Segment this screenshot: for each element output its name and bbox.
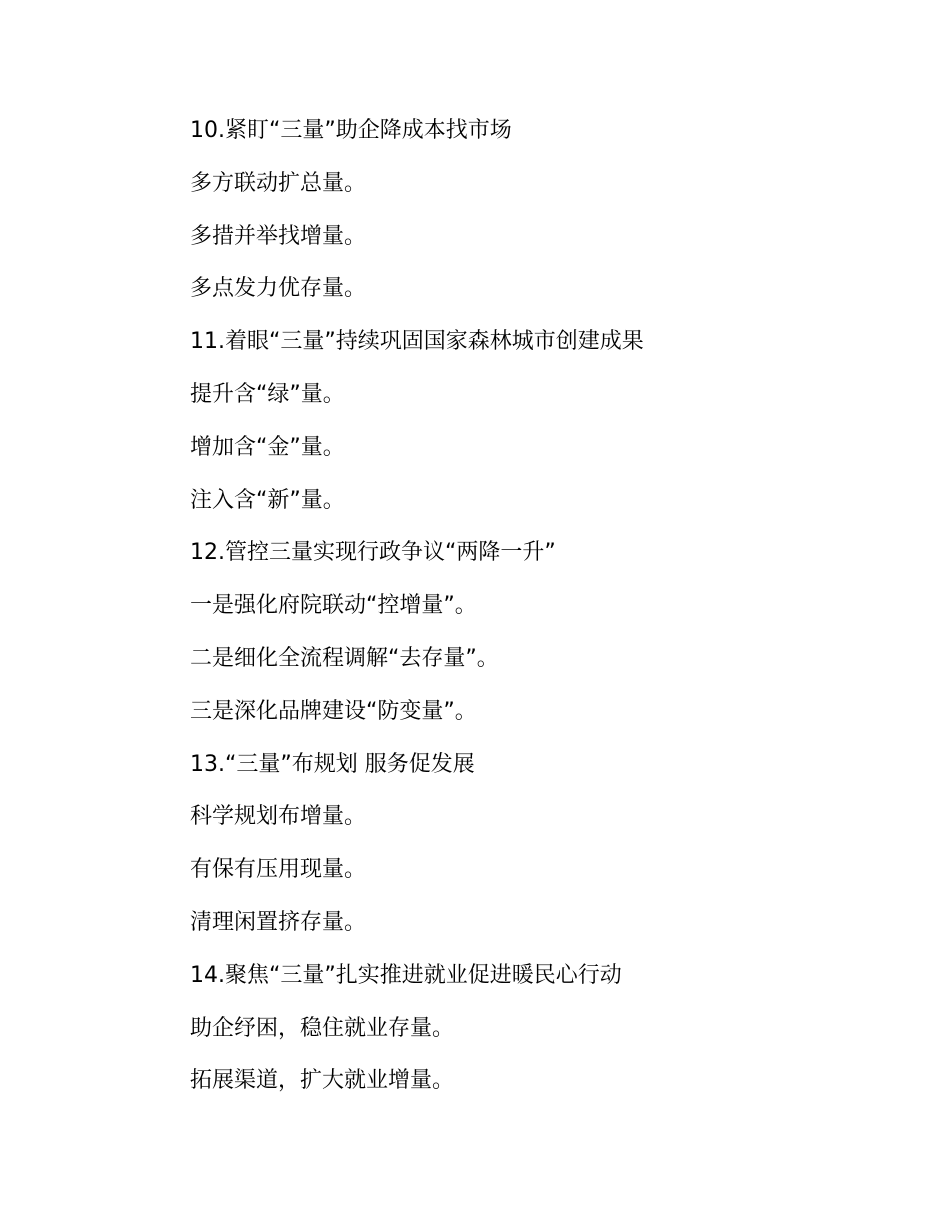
paragraph: 增加含“金”量。	[190, 434, 345, 460]
paragraph: 三是深化品牌建设“防变量”。	[190, 698, 477, 724]
paragraph: 助企纾困，稳住就业存量。	[190, 1015, 455, 1041]
heading-13: 13.“三量”布规划 服务促发展	[190, 751, 475, 777]
paragraph: 多方联动扩总量。	[190, 170, 367, 196]
paragraph: 拓展渠道，扩大就业增量。	[190, 1068, 455, 1094]
paragraph: 科学规划布增量。	[190, 804, 367, 830]
paragraph: 多点发力优存量。	[190, 276, 367, 302]
paragraph: 二是细化全流程调解“去存量”。	[190, 645, 499, 671]
heading-11: 11.着眼“三量”持续巩固国家森林城市创建成果	[190, 329, 644, 355]
document-body	[190, 118, 890, 1121]
paragraph: 提升含“绿”量。	[190, 381, 345, 407]
paragraph: 多措并举找增量。	[190, 223, 367, 249]
paragraph: 一是强化府院联动“控增量”。	[190, 593, 477, 619]
paragraph: 注入含“新”量。	[190, 487, 345, 513]
paragraph: 有保有压用现量。	[190, 857, 367, 883]
heading-10: 10.紧盯“三量”助企降成本找市场	[190, 118, 512, 143]
heading-12: 12.管控三量实现行政争议“两降一升”	[190, 540, 556, 566]
paragraph: 清理闲置挤存量。	[190, 909, 367, 935]
heading-14: 14.聚焦“三量”扎实推进就业促进暖民心行动	[190, 962, 622, 988]
